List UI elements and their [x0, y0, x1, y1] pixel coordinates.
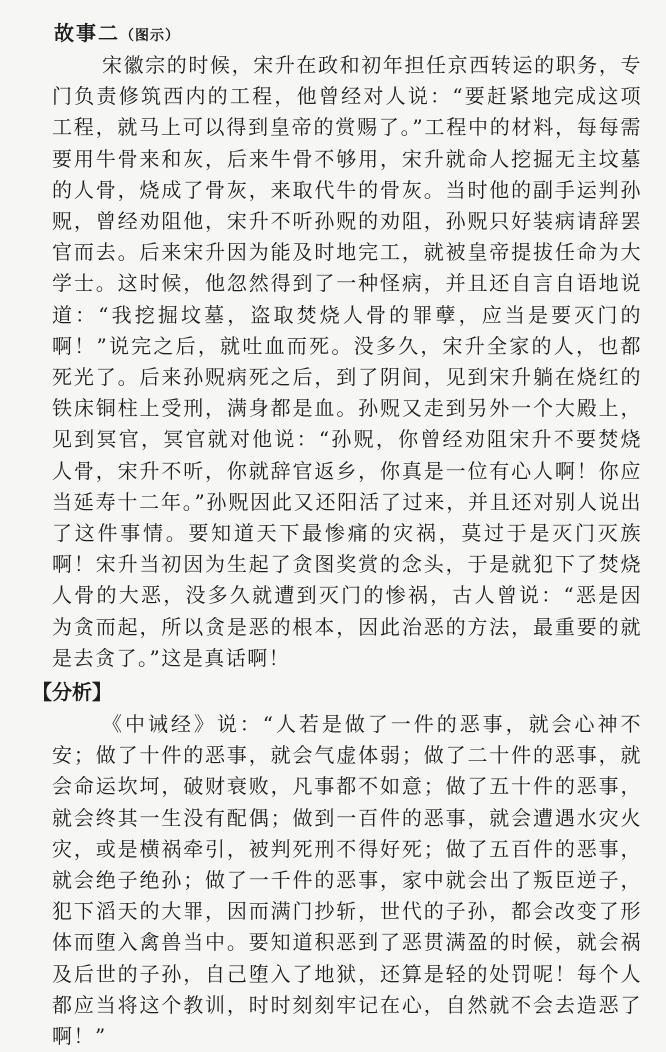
- story-subtitle: （图示）: [120, 28, 180, 44]
- story-title: 故事二: [54, 21, 120, 45]
- story-heading: [54, 16, 642, 50]
- story-paragraph: 宋徽宗的时候，宋升在政和初年担任京西转运的职务，专门负责修筑西内的工程，他曾经对人说：“要赶紧地完成这项工程，就马上可以得到皇帝的赏赐了。”工程中的材料，每每需要用牛骨来和灰，后来牛骨不够用，宋升就命人挖掘无主坟墓的人骨，烧成了骨灰，来取代牛的骨灰。当时他的副手运判孙贶，曾经劝阻他，宋升不听孙贶的劝阻，孙贶只好装病请辞罢官而去。后来宋升因为能及时地完工，就被皇帝提拔任命为大学士。这时候，他忽然得到了一种怪病，并且还自言自语地说道：“我挖掘坟墓，盗取焚烧人骨的罪孽，应当是要灭门的啊！”说完之后，就吐血而死。没多久，宋升全家的人，也都死光了。后来孙贶病死之后，到了阴间，见到宋升躺在烧红的铁床铜柱上受刑，满身都是血。孙贶又走到另外一个大殿上，见到冥官，冥官就对他说：“孙贶，你曾经劝阻宋升不要焚烧人骨，宋升不听，你就辞官返乡，你真是一位有心人啊！你应当延寿十二年。”孙贶因此又还阳活了过来，并且还对别人说出了这件事情。要知道天下最惨痛的灾祸，莫过于是灭门灭族啊！宋升当初因为生起了贪图奖赏的念头，于是就犯下了焚烧人骨的大恶，没多久就遭到灭门的惨祸，古人曾说：“恶是因为贪而起，所以贪是恶的根本，因此治恶的方法，最重要的就是去贪了。”这是真话啊！: [52, 53, 642, 670]
- analysis-paragraph: 《中诫经》说：“人若是做了一件的恶事，就会心神不安；做了十件的恶事，就会气虚体弱；做了二十件的恶事，就会命运坎坷，破财衰败，凡事都不如意；做了五十件的恶事，就会终其一生没有配偶；做到一百件的恶事，就会遭遇水灾火灾，或是横祸牵引，被判死刑不得好死；做了五百件的恶事，就会绝子绝孙；做了一千件的恶事，家中就会出了叛臣逆子，犯下滔天的大罪，因而满门抄斩，世代的子孙，都会改变了形体而堕入禽兽当中。要知道积恶到了恶贯满盈的时候，就会祸及后世的子孙，自己堕入了地狱，还算是轻的处罚呢！每个人都应当将这个教训，时时刻刻牢记在心，自然就不会去造恶了啊！”: [52, 712, 642, 1049]
- analysis-heading: 【分析】: [32, 680, 112, 705]
